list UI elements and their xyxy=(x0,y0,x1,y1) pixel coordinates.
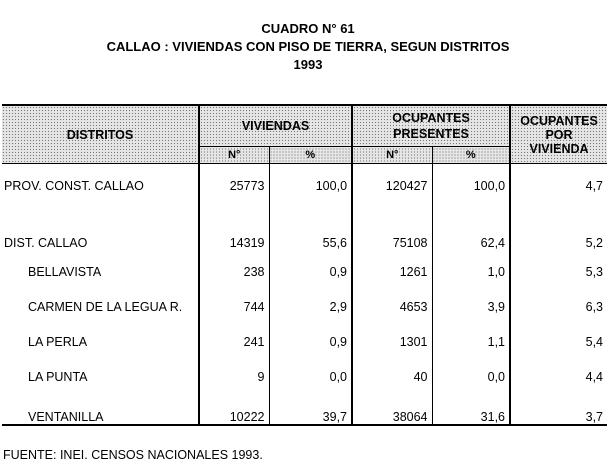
row-ocupantes-n: 1261 xyxy=(399,264,428,279)
row-viviendas-pct: 0,9 xyxy=(269,324,352,359)
table-subtitle: CALLAO : VIVIENDAS CON PISO DE TIERRA, SEGUN DISTRITOS xyxy=(106,39,510,54)
row-distrito: LA PUNTA xyxy=(2,359,199,394)
row-ocupantes-por-vivienda: 4,4 xyxy=(585,369,604,384)
row-viviendas-pct: 0,9 xyxy=(269,254,352,289)
row-ocupantes-n: 40 xyxy=(413,369,428,384)
row-viviendas-n: 14319 xyxy=(229,236,265,250)
row-ocupantes-por-vivienda: 5,2 xyxy=(585,236,604,250)
row-viviendas-n: 9 xyxy=(257,369,265,384)
table-row xyxy=(2,289,607,324)
table-row xyxy=(2,394,607,425)
source-note: FUENTE: INEI. CENSOS NACIONALES 1993. xyxy=(3,448,263,462)
row-ocupantes-n: 38064 xyxy=(352,394,432,425)
row-viviendas-pct: 100,0 xyxy=(269,164,352,209)
row-ocupantes-n: 1301 xyxy=(399,334,428,349)
row-distrito: DIST. CALLAO xyxy=(2,208,199,254)
row-viviendas-n: 744 xyxy=(243,299,265,314)
row-distrito: CARMEN DE LA LEGUA R. xyxy=(2,289,199,324)
header-ocupantes-n: N° xyxy=(352,147,432,164)
header-ocupantes-por-vivienda xyxy=(510,105,607,164)
data-table xyxy=(2,104,607,426)
row-viviendas-pct: 55,6 xyxy=(269,208,352,254)
header-ocupantes-por-vivienda-line1: OCUPANTES xyxy=(520,113,598,128)
row-ocupantes-n: 120427 xyxy=(385,179,428,193)
header-ocupantes-por-vivienda-line3: VIVIENDA xyxy=(529,141,589,156)
row-ocupantes-por-vivienda: 6,3 xyxy=(585,299,604,314)
table-row xyxy=(2,324,607,359)
header-viviendas: VIVIENDAS xyxy=(199,105,352,147)
row-viviendas-pct: 2,9 xyxy=(269,289,352,324)
table-row xyxy=(2,254,607,289)
header-ocupantes-presentes: OCUPANTES PRESENTES xyxy=(352,105,510,147)
row-ocupantes-por-vivienda: 5,3 xyxy=(585,264,604,279)
header-viviendas-n: N° xyxy=(199,147,269,164)
row-distrito: BELLAVISTA xyxy=(2,254,199,289)
row-ocupantes-por-vivienda: 4,7 xyxy=(585,179,604,193)
table-row xyxy=(2,164,607,209)
row-distrito: PROV. CONST. CALLAO xyxy=(2,164,199,209)
row-viviendas-pct: 0,0 xyxy=(269,359,352,394)
table-year: 1993 xyxy=(293,57,323,72)
row-ocupantes-pct: 1,0 xyxy=(432,254,510,289)
row-viviendas-n: 241 xyxy=(243,334,265,349)
row-ocupantes-pct: 0,0 xyxy=(432,359,510,394)
table-row xyxy=(2,208,607,254)
row-ocupantes-pct: 3,9 xyxy=(432,289,510,324)
row-ocupantes-por-vivienda: 5,4 xyxy=(585,334,604,349)
row-viviendas-n: 10222 xyxy=(199,394,269,425)
row-viviendas-n: 25773 xyxy=(229,179,265,193)
row-ocupantes-n: 75108 xyxy=(392,236,428,250)
row-ocupantes-pct: 100,0 xyxy=(432,164,510,209)
row-ocupantes-n: 4653 xyxy=(399,299,428,314)
header-ocupantes-por-vivienda-line2: POR xyxy=(545,127,573,142)
header-viviendas-pct: % xyxy=(269,147,352,164)
row-ocupantes-pct: 1,1 xyxy=(432,324,510,359)
row-viviendas-pct: 39,7 xyxy=(269,394,352,425)
row-viviendas-n: 238 xyxy=(243,264,265,279)
row-distrito: VENTANILLA xyxy=(2,394,199,425)
row-ocupantes-pct: 62,4 xyxy=(432,208,510,254)
header-distritos: DISTRITOS xyxy=(2,105,199,164)
row-ocupantes-por-vivienda: 3,7 xyxy=(510,394,607,425)
table-title: CUADRO N° 61 xyxy=(261,21,355,36)
table-row xyxy=(2,359,607,394)
row-ocupantes-pct: 31,6 xyxy=(432,394,510,425)
row-distrito: LA PERLA xyxy=(2,324,199,359)
header-ocupantes-pct: % xyxy=(432,147,510,164)
